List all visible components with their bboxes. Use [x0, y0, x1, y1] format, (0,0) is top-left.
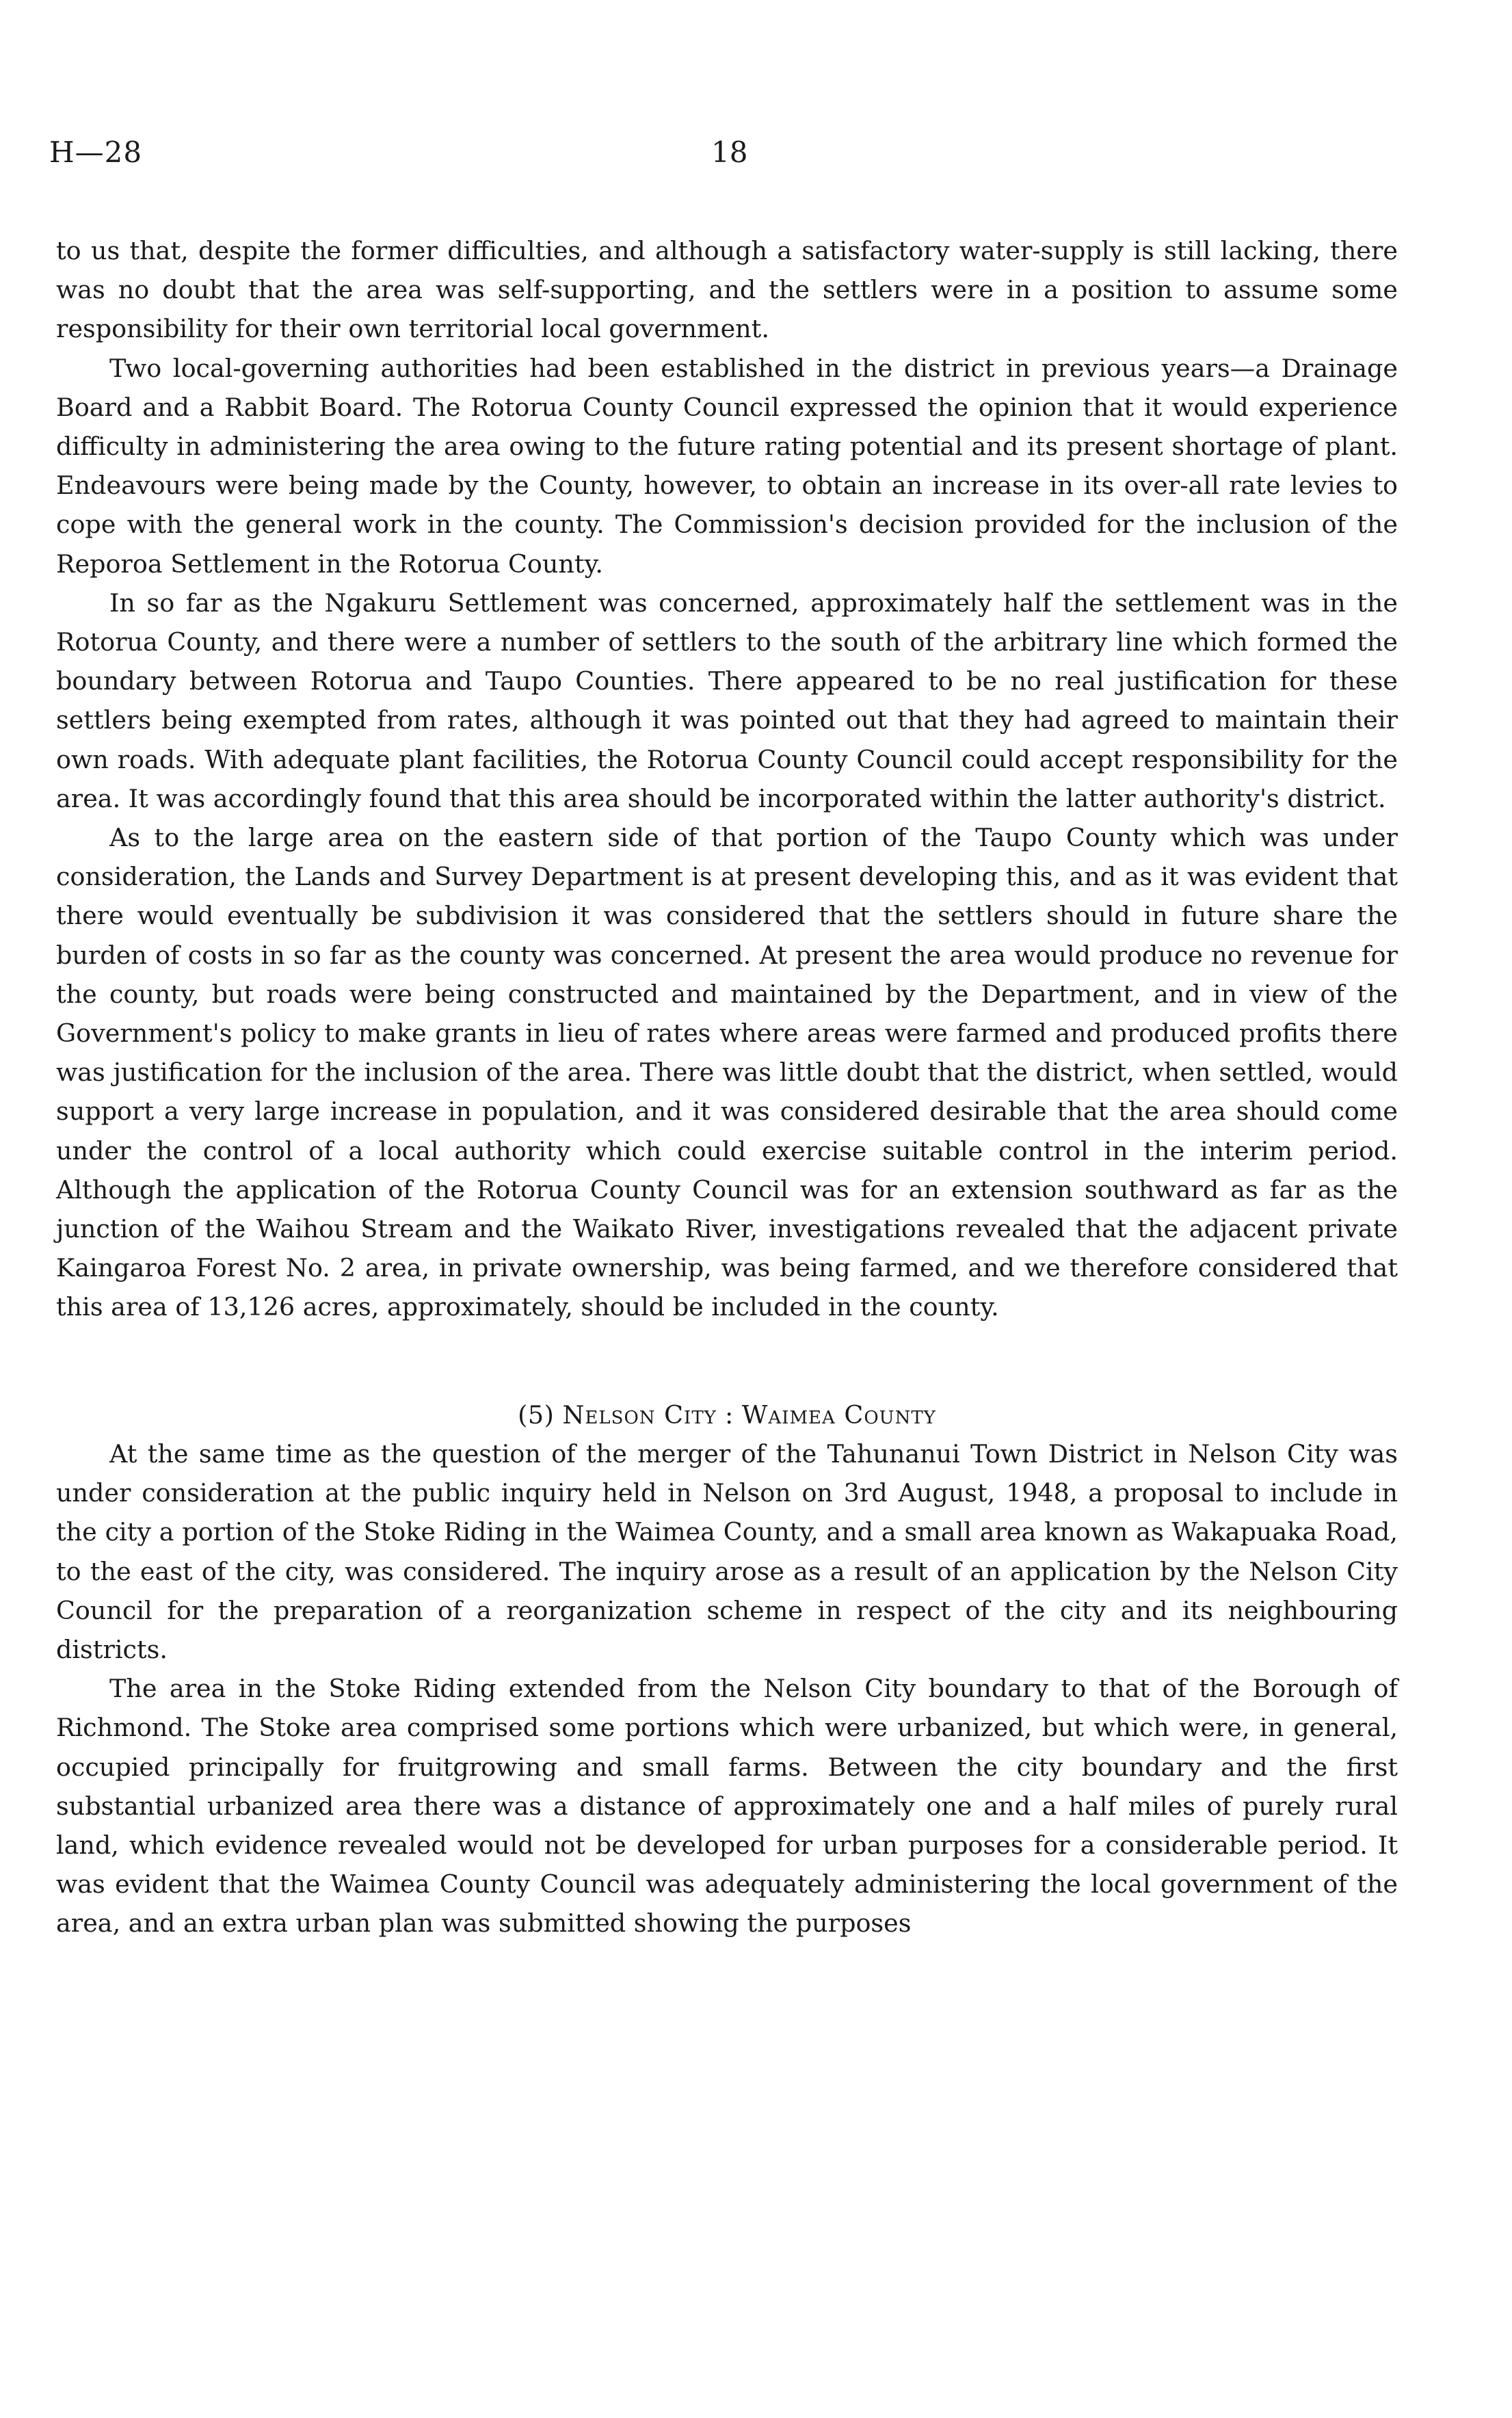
paragraph: As to the large area on the eastern side of that portion of the Taupo County which was under consideration, the Lands and Survey Department is at present developing this, and as it was evident that there would eventually be subdivision it was considered that the settlers should in future share the burden of costs in so far as the county was concerned. At present the area would produce no revenue for the county, but roads were being constructed and maintained by the Department, and in view of the Government's policy to make grants in lieu of rates where areas were farmed and produced profits there was justification for the inclusion of the area. There was little doubt that the district, when settled, would support a very large increase in population, and it was considered desirable that the area should come under the control of a local authority which could exercise suitable control in the interim period. Although the application of the Rotorua County Council was for an extension southward as far as the junction of the Waihou Stream and the Waikato River, investigations revealed that the adjacent private Kaingaroa Forest No. 2 area, in private ownership, was being farmed, and we therefore considered that this area of 13,126 acres, approximately, should be included in the county. [56, 823, 1398, 1322]
paragraph: to us that, despite the former difficulties, and although a satisfactory water-supply is still lacking, there was no doubt that the area was self-supporting, and the settlers were in a position to assume some responsibility for their own territorial local government. [56, 236, 1398, 344]
section-separator: : [724, 1399, 734, 1430]
page-number: 18 [711, 135, 748, 169]
section-heading [56, 1368, 1398, 1434]
paragraph: At the same time as the question of the merger of the Tahunanui Town District in Nelson City was under consideration at the public inquiry held in Nelson on 3rd August, 1948, a proposal to include in the city a portion of the Stoke Riding in the Waimea County, and a small area known as Wakapuaka Road, to the east of the city, was considered. The inquiry arose as a result of an application by the Nelson City Council for the preparation of a reorganization scheme in respect of the city and its neighbouring districts. [56, 1438, 1398, 1664]
paragraph: Two local-governing authorities had been established in the district in previous years—a Drainage Board and a Rabbit Board. The Rotorua County Council expressed the opinion that it would experience difficulty in administering the area owing to the future rating potential and its present shortage of plant. Endeavours were being made by the County, however, to obtain an increase in its over-all rate levies to cope with the general work in the county. The Commission's decision provided for the inclusion of the Reporoa Settlement in the Rotorua County. [56, 353, 1398, 579]
body-text [56, 231, 1398, 1943]
section-title-nelson-city: Nelson City [562, 1399, 717, 1430]
paragraph: In so far as the Ngakuru Settlement was concerned, approximately half the settlement was in the Rotorua County, and there were a number of settlers to the south of the arbitrary line which formed the boundary between Rotorua and Taupo Counties. There appeared to be no real justification for these settlers being exempted from rates, although it was pointed out that they had agreed to maintain their own roads. With adequate plant facilities, the Rotorua County Council could accept responsibility for the area. It was accordingly found that this area should be incorporated within the latter authority's district. [56, 588, 1398, 813]
section-number: (5) [518, 1399, 555, 1430]
section-title-waimea-county: Waimea County [741, 1399, 936, 1430]
paragraph: The area in the Stoke Riding extended from the Nelson City boundary to that of the Borough of Richmond. The Stoke area comprised some portions which were urbanized, but which were, in general, occupied principally for fruitgrowing and small farms. Between the city boundary and the first substantial urbanized area there was a distance of approximately one and a half miles of purely rural land, which evidence revealed would not be developed for urban purposes for a considerable period. It was evident that the Waimea County Council was adequately administering the local government of the area, and an extra urban plan was submitted showing the purposes [56, 1674, 1398, 1939]
document-code: H—28 [49, 135, 143, 169]
